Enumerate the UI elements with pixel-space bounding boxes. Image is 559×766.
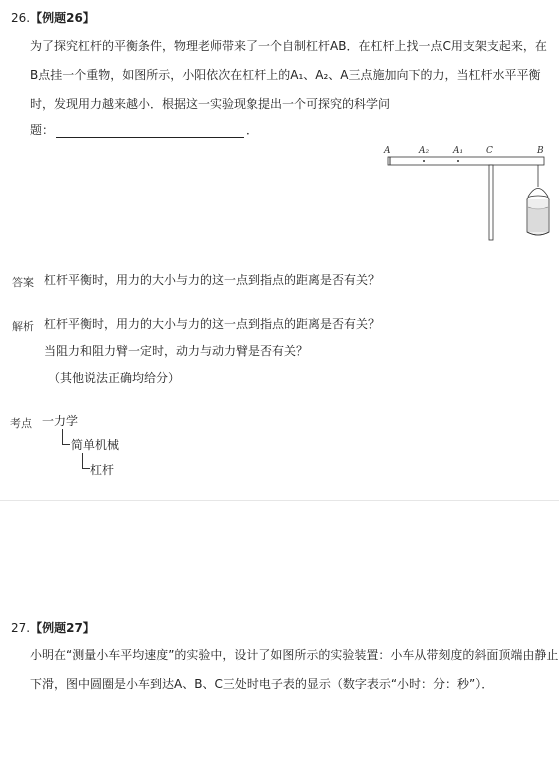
analysis-line-3: （其他说法正确均给分）: [48, 371, 181, 385]
label-a: A: [384, 146, 391, 156]
label-c: C: [486, 146, 493, 156]
knowledge-tag: 考点: [10, 417, 32, 430]
tree-connector-2h: [82, 468, 90, 469]
point-a2-mark: [423, 160, 425, 162]
tree-connector-2: [82, 453, 83, 469]
question-27-line-2: 下滑，图中圆圈是小车到达A、B、C三处时电子表的显示（数字表示“小时：分：秒”）．: [30, 677, 494, 691]
label-a1: A₁: [453, 146, 464, 156]
label-b: B: [537, 146, 544, 156]
section-divider: [0, 500, 559, 501]
question-number: 26.: [11, 11, 31, 25]
label-a2: A₂: [419, 146, 430, 156]
hanging-weight: [527, 189, 549, 236]
answer-text: 杠杆平衡时，用力的大小与力的这一点到指点的距离是否有关？: [44, 273, 381, 287]
point-a1-mark: [457, 160, 459, 162]
question-26-line-3: 时，发现用力越来越小．根据这一实验现象提出一个可探究的科学问: [30, 97, 391, 111]
tree-connector-1h: [62, 444, 70, 445]
question-label: 【例题27】: [30, 621, 95, 635]
question-27-header: [11, 619, 95, 636]
support-stand: [489, 165, 493, 240]
answer-blank: [56, 126, 244, 138]
question-suffix: ．: [246, 123, 259, 137]
question-label: 【例题26】: [30, 11, 95, 25]
tree-connector-1: [62, 429, 63, 445]
question-26-header: [11, 9, 95, 26]
question-26-line-1: 为了探究杠杆的平衡条件，物理老师带来了一个自制杠杆AB．在杠杆上找一点C用支架支起来，在: [30, 39, 547, 53]
knowledge-child: 简单机械: [71, 438, 120, 452]
question-prefix: 题：: [30, 123, 55, 137]
question-27-line-1: 小明在“测量小车平均速度”的实验中，设计了如图所示的实验装置：小车从带刻度的斜面顶端由静止: [30, 648, 559, 662]
question-26-line-4: [30, 122, 258, 138]
lever-bar: [388, 157, 544, 165]
analysis-line-1: 杠杆平衡时，用力的大小与力的这一点到指点的距离是否有关？: [44, 317, 381, 331]
question-number: 27.: [11, 621, 31, 635]
analysis-line-2: 当阻力和阻力臂一定时，动力与动力臂是否有关？: [44, 344, 309, 358]
knowledge-leaf: 杠杆: [90, 463, 115, 477]
knowledge-root: 一力学: [42, 414, 79, 428]
question-26-line-2: B点挂一个重物，如图所示，小阳依次在杠杆上的A₁、A₂、A三点施加向下的力，当杠杆水平平衡: [30, 68, 541, 82]
lever-figure: [380, 142, 558, 244]
answer-tag: 答案: [12, 276, 34, 289]
analysis-tag: 解析: [12, 320, 34, 333]
